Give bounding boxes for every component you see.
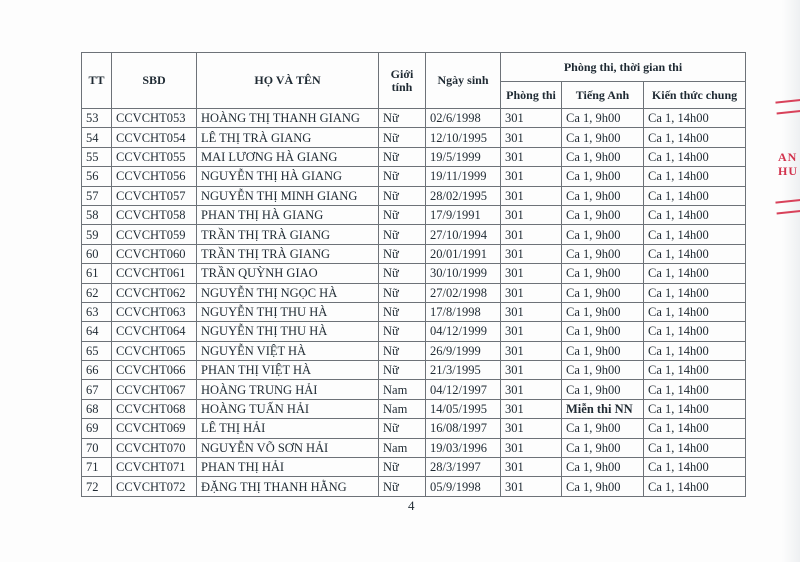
cell-sbd: CCVCHT061 xyxy=(112,264,197,283)
header-row xyxy=(82,53,746,82)
cell-english: Ca 1, 9h00 xyxy=(562,244,644,263)
cell-name: LÊ THỊ HẢI xyxy=(197,419,379,438)
cell-dob: 20/01/1991 xyxy=(426,244,501,263)
header-tt: TT xyxy=(82,53,112,109)
cell-tt: 66 xyxy=(82,361,112,380)
table-row xyxy=(82,361,746,380)
cell-room: 301 xyxy=(501,341,562,360)
cell-dob: 27/02/1998 xyxy=(426,283,501,302)
table-row xyxy=(82,380,746,399)
cell-english: Ca 1, 9h00 xyxy=(562,477,644,496)
cell-sbd: CCVCHT056 xyxy=(112,167,197,186)
cell-name: ĐẶNG THỊ THANH HẰNG xyxy=(197,477,379,496)
cell-sbd: CCVCHT055 xyxy=(112,147,197,166)
cell-english: Miễn thi NN xyxy=(562,399,644,418)
cell-tt: 64 xyxy=(82,322,112,341)
cell-general: Ca 1, 14h00 xyxy=(644,283,746,302)
cell-tt: 65 xyxy=(82,341,112,360)
cell-dob: 04/12/1997 xyxy=(426,380,501,399)
cell-room: 301 xyxy=(501,186,562,205)
cell-room: 301 xyxy=(501,147,562,166)
cell-english: Ca 1, 9h00 xyxy=(562,341,644,360)
cell-gender: Nữ xyxy=(379,322,426,341)
cell-room: 301 xyxy=(501,302,562,321)
cell-gender: Nữ xyxy=(379,167,426,186)
cell-name: NGUYỄN THỊ HÀ GIANG xyxy=(197,167,379,186)
cell-english: Ca 1, 9h00 xyxy=(562,128,644,147)
cell-name: TRẦN THỊ TRÀ GIANG xyxy=(197,244,379,263)
cell-room: 301 xyxy=(501,128,562,147)
cell-general: Ca 1, 14h00 xyxy=(644,341,746,360)
cell-general: Ca 1, 14h00 xyxy=(644,244,746,263)
cell-gender: Nữ xyxy=(379,283,426,302)
cell-name: PHAN THỊ HÀ GIANG xyxy=(197,205,379,224)
cell-tt: 58 xyxy=(82,205,112,224)
cell-english: Ca 1, 9h00 xyxy=(562,322,644,341)
table-row xyxy=(82,147,746,166)
stamp-band-top xyxy=(775,98,800,114)
cell-english: Ca 1, 9h00 xyxy=(562,283,644,302)
cell-dob: 05/9/1998 xyxy=(426,477,501,496)
cell-name: NGUYỄN THỊ THU HÀ xyxy=(197,302,379,321)
cell-name: NGUYỄN THỊ MINH GIANG xyxy=(197,186,379,205)
cell-english: Ca 1, 9h00 xyxy=(562,186,644,205)
cell-gender: Nữ xyxy=(379,109,426,128)
cell-tt: 60 xyxy=(82,244,112,263)
cell-general: Ca 1, 14h00 xyxy=(644,167,746,186)
cell-dob: 30/10/1999 xyxy=(426,264,501,283)
candidate-table xyxy=(81,52,746,497)
cell-sbd: CCVCHT071 xyxy=(112,458,197,477)
cell-general: Ca 1, 14h00 xyxy=(644,399,746,418)
cell-english: Ca 1, 9h00 xyxy=(562,458,644,477)
cell-gender: Nữ xyxy=(379,302,426,321)
cell-sbd: CCVCHT062 xyxy=(112,283,197,302)
header-sbd: SBD xyxy=(112,53,197,109)
table-row xyxy=(82,283,746,302)
cell-general: Ca 1, 14h00 xyxy=(644,477,746,496)
table-row xyxy=(82,419,746,438)
cell-gender: Nữ xyxy=(379,264,426,283)
cell-dob: 17/9/1991 xyxy=(426,205,501,224)
cell-name: HOÀNG TUẤN HẢI xyxy=(197,399,379,418)
cell-room: 301 xyxy=(501,109,562,128)
cell-general: Ca 1, 14h00 xyxy=(644,205,746,224)
cell-tt: 57 xyxy=(82,186,112,205)
cell-english: Ca 1, 9h00 xyxy=(562,205,644,224)
cell-name: NGUYỄN THỊ NGỌC HÀ xyxy=(197,283,379,302)
cell-room: 301 xyxy=(501,322,562,341)
cell-tt: 70 xyxy=(82,438,112,457)
cell-room: 301 xyxy=(501,167,562,186)
cell-room: 301 xyxy=(501,399,562,418)
cell-gender: Nữ xyxy=(379,341,426,360)
cell-sbd: CCVCHT063 xyxy=(112,302,197,321)
cell-general: Ca 1, 14h00 xyxy=(644,438,746,457)
cell-tt: 54 xyxy=(82,128,112,147)
cell-dob: 21/3/1995 xyxy=(426,361,501,380)
cell-name: NGUYỄN THỊ THU HÀ xyxy=(197,322,379,341)
table-body xyxy=(82,109,746,497)
cell-dob: 19/11/1999 xyxy=(426,167,501,186)
cell-room: 301 xyxy=(501,205,562,224)
cell-tt: 68 xyxy=(82,399,112,418)
cell-tt: 61 xyxy=(82,264,112,283)
cell-name: NGUYỄN VÕ SƠN HẢI xyxy=(197,438,379,457)
cell-dob: 02/6/1998 xyxy=(426,109,501,128)
cell-sbd: CCVCHT058 xyxy=(112,205,197,224)
cell-room: 301 xyxy=(501,438,562,457)
cell-english: Ca 1, 9h00 xyxy=(562,147,644,166)
cell-name: NGUYỄN VIỆT HÀ xyxy=(197,341,379,360)
cell-dob: 14/05/1995 xyxy=(426,399,501,418)
cell-general: Ca 1, 14h00 xyxy=(644,322,746,341)
cell-sbd: CCVCHT069 xyxy=(112,419,197,438)
table-row xyxy=(82,458,746,477)
table-row xyxy=(82,302,746,321)
header-gender: Giới tính xyxy=(379,53,426,109)
cell-general: Ca 1, 14h00 xyxy=(644,380,746,399)
table-row xyxy=(82,128,746,147)
cell-name: TRẦN QUỲNH GIAO xyxy=(197,264,379,283)
cell-gender: Nữ xyxy=(379,458,426,477)
cell-sbd: CCVCHT053 xyxy=(112,109,197,128)
cell-general: Ca 1, 14h00 xyxy=(644,361,746,380)
table-row xyxy=(82,167,746,186)
cell-gender: Nữ xyxy=(379,225,426,244)
stamp-text: AN HU xyxy=(778,150,798,178)
header-exam-group: Phòng thi, thời gian thi xyxy=(501,53,746,82)
cell-tt: 69 xyxy=(82,419,112,438)
cell-gender: Nữ xyxy=(379,128,426,147)
cell-room: 301 xyxy=(501,225,562,244)
page-edge-shadow xyxy=(782,0,800,562)
cell-english: Ca 1, 9h00 xyxy=(562,380,644,399)
cell-room: 301 xyxy=(501,283,562,302)
cell-name: LÊ THỊ TRÀ GIANG xyxy=(197,128,379,147)
cell-general: Ca 1, 14h00 xyxy=(644,109,746,128)
cell-name: PHAN THỊ HẢI xyxy=(197,458,379,477)
stamp-band-bottom xyxy=(775,198,800,214)
cell-english: Ca 1, 9h00 xyxy=(562,167,644,186)
cell-english: Ca 1, 9h00 xyxy=(562,438,644,457)
header-english: Tiếng Anh xyxy=(562,82,644,109)
cell-general: Ca 1, 14h00 xyxy=(644,128,746,147)
table-row xyxy=(82,264,746,283)
cell-tt: 71 xyxy=(82,458,112,477)
page-number: 4 xyxy=(408,498,415,513)
cell-general: Ca 1, 14h00 xyxy=(644,147,746,166)
cell-sbd: CCVCHT060 xyxy=(112,244,197,263)
table-row xyxy=(82,399,746,418)
table-row xyxy=(82,438,746,457)
cell-gender: Nữ xyxy=(379,186,426,205)
cell-general: Ca 1, 14h00 xyxy=(644,186,746,205)
cell-gender: Nam xyxy=(379,399,426,418)
cell-room: 301 xyxy=(501,477,562,496)
cell-sbd: CCVCHT067 xyxy=(112,380,197,399)
cell-dob: 17/8/1998 xyxy=(426,302,501,321)
cell-dob: 26/9/1999 xyxy=(426,341,501,360)
table-row xyxy=(82,477,746,496)
cell-room: 301 xyxy=(501,419,562,438)
cell-tt: 56 xyxy=(82,167,112,186)
cell-name: HOÀNG THỊ THANH GIANG xyxy=(197,109,379,128)
cell-name: HOÀNG TRUNG HẢI xyxy=(197,380,379,399)
cell-english: Ca 1, 9h00 xyxy=(562,109,644,128)
table-row xyxy=(82,341,746,360)
cell-tt: 55 xyxy=(82,147,112,166)
cell-gender: Nữ xyxy=(379,147,426,166)
cell-tt: 62 xyxy=(82,283,112,302)
cell-dob: 19/03/1996 xyxy=(426,438,501,457)
cell-dob: 19/5/1999 xyxy=(426,147,501,166)
cell-sbd: CCVCHT059 xyxy=(112,225,197,244)
cell-tt: 53 xyxy=(82,109,112,128)
cell-gender: Nữ xyxy=(379,205,426,224)
cell-english: Ca 1, 9h00 xyxy=(562,302,644,321)
cell-sbd: CCVCHT065 xyxy=(112,341,197,360)
cell-dob: 12/10/1995 xyxy=(426,128,501,147)
cell-sbd: CCVCHT072 xyxy=(112,477,197,496)
cell-sbd: CCVCHT054 xyxy=(112,128,197,147)
cell-name: PHAN THỊ VIỆT HÀ xyxy=(197,361,379,380)
cell-dob: 04/12/1999 xyxy=(426,322,501,341)
cell-dob: 28/02/1995 xyxy=(426,186,501,205)
cell-sbd: CCVCHT068 xyxy=(112,399,197,418)
cell-gender: Nam xyxy=(379,438,426,457)
cell-english: Ca 1, 9h00 xyxy=(562,361,644,380)
header-dob: Ngày sinh xyxy=(426,53,501,109)
cell-sbd: CCVCHT057 xyxy=(112,186,197,205)
cell-tt: 59 xyxy=(82,225,112,244)
cell-name: TRẦN THỊ TRÀ GIANG xyxy=(197,225,379,244)
red-stamp-fragment xyxy=(770,100,800,230)
cell-gender: Nữ xyxy=(379,244,426,263)
cell-english: Ca 1, 9h00 xyxy=(562,419,644,438)
cell-dob: 27/10/1994 xyxy=(426,225,501,244)
cell-tt: 67 xyxy=(82,380,112,399)
header-name: HỌ VÀ TÊN xyxy=(197,53,379,109)
cell-sbd: CCVCHT066 xyxy=(112,361,197,380)
cell-gender: Nữ xyxy=(379,361,426,380)
cell-room: 301 xyxy=(501,458,562,477)
cell-dob: 28/3/1997 xyxy=(426,458,501,477)
cell-room: 301 xyxy=(501,244,562,263)
cell-dob: 16/08/1997 xyxy=(426,419,501,438)
header-room: Phòng thi xyxy=(501,82,562,109)
cell-gender: Nam xyxy=(379,380,426,399)
cell-room: 301 xyxy=(501,380,562,399)
cell-sbd: CCVCHT070 xyxy=(112,438,197,457)
cell-sbd: CCVCHT064 xyxy=(112,322,197,341)
cell-name: MAI LƯƠNG HÀ GIANG xyxy=(197,147,379,166)
cell-general: Ca 1, 14h00 xyxy=(644,419,746,438)
cell-english: Ca 1, 9h00 xyxy=(562,225,644,244)
cell-tt: 72 xyxy=(82,477,112,496)
table-row xyxy=(82,109,746,128)
cell-general: Ca 1, 14h00 xyxy=(644,302,746,321)
cell-general: Ca 1, 14h00 xyxy=(644,458,746,477)
cell-english: Ca 1, 9h00 xyxy=(562,264,644,283)
table-row xyxy=(82,205,746,224)
cell-tt: 63 xyxy=(82,302,112,321)
cell-gender: Nữ xyxy=(379,419,426,438)
cell-room: 301 xyxy=(501,361,562,380)
cell-general: Ca 1, 14h00 xyxy=(644,225,746,244)
header-general: Kiến thức chung xyxy=(644,82,746,109)
table-row xyxy=(82,225,746,244)
cell-gender: Nữ xyxy=(379,477,426,496)
table-row xyxy=(82,186,746,205)
table-row xyxy=(82,244,746,263)
cell-general: Ca 1, 14h00 xyxy=(644,264,746,283)
cell-room: 301 xyxy=(501,264,562,283)
table-row xyxy=(82,322,746,341)
